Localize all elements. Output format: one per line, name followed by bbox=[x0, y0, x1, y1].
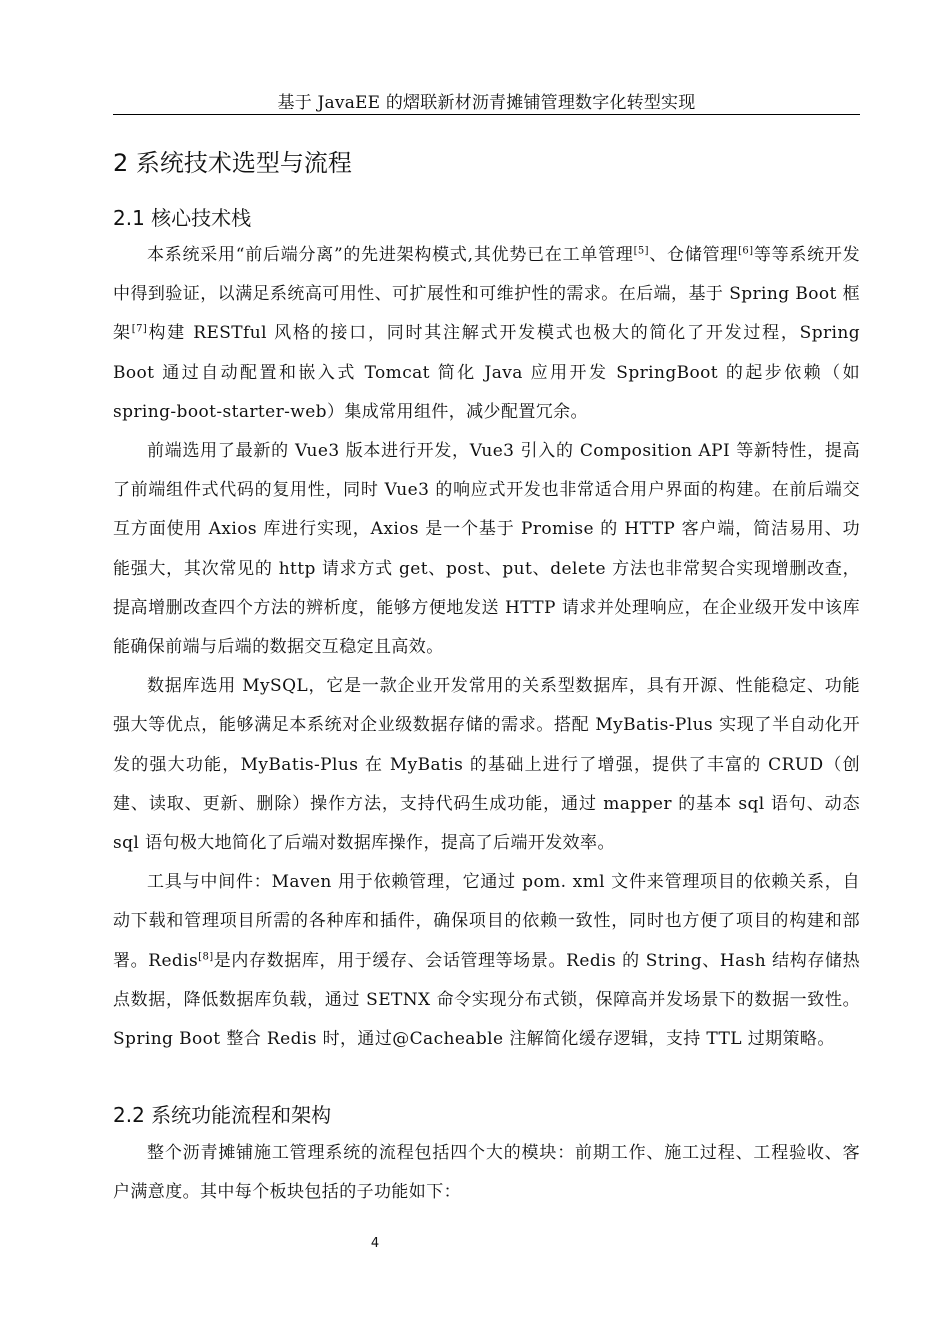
paragraph-architecture-part-c: 等等系统开发中得到验证，以满足系统高可用性、可扩展性和可维护性的需求。在后端，基于 Spring Boot 框架 bbox=[113, 245, 860, 344]
section-title-2-1: 2.1 核心技术栈 bbox=[113, 206, 252, 230]
paragraph-tools-part-b: 是内存数据库，用于缓存、会话管理等场景。Redis 的 String、Hash 结构存储热点数据，降低数据库负载，通过 SETNX 命令实现分布式锁，保障高并发场景下的数据一致性。Spring Boot 整合 Redis 时，通过@Cacheable 注解简化缓存逻辑，支持 TTL 过期策略。 bbox=[113, 950, 860, 1050]
paragraph-database: 数据库选用 MySQL，它是一款企业开发常用的关系型数据库，具有开源、性能稳定、功能强大等优点，能够满足本系统对企业级数据存储的需求。搭配 MyBatis-Plus 实现了半自动化开发的强大功能，MyBatis-Plus 在 MyBatis 的基础上进行了增强，提供了丰富的 CRUD（创建、读取、更新、删除）操作方法，支持代码生成功能，通过 mapper 的基本 sql 语句、动态 sql 语句极大地简化了后端对数据库操作，提高了后端开发效率。 bbox=[113, 676, 860, 854]
section-title-2-2: 2.2 系统功能流程和架构 bbox=[113, 1103, 332, 1127]
paragraph-tools-part-a: 工具与中间件：Maven 用于依赖管理，它通过 pom. xml 文件来管理项目的依赖关系，自动下载和管理项目所需的各种库和插件，确保项目的依赖一致性，同时也方便了项目的构建和部署。Redis bbox=[113, 872, 860, 971]
paragraph-architecture-part-a: 本系统采用“前后端分离”的先进架构模式,其优势已在工单管理 bbox=[147, 245, 634, 265]
citation-5: [5] bbox=[633, 245, 649, 257]
paragraph-frontend: 前端选用了最新的 Vue3 版本进行开发，Vue3 引入的 Composition API 等新特性，提高了前端组件式代码的复用性，同时 Vue3 的响应式开发也非常适合用户界面的构建。在前后端交互方面使用 Axios 库进行实现，Axios 是一个基于 Promise 的 HTTP 客户端，简洁易用、功能强大，其次常见的 http 请求方式 get、post、put、delete 方法也非常契合实现增删改查，提高增删改查四个方法的辨析度，能够方便地发送 HTTP 请求并处理响应，在企业级开发中该库能确保前端与后端的数据交互稳定且高效。 bbox=[113, 441, 860, 658]
section-2-2-body bbox=[113, 1134, 860, 1212]
citation-6: [6] bbox=[738, 245, 754, 257]
page-number: 4 bbox=[370, 1236, 380, 1251]
running-header: 基于 JavaEE 的熠联新材沥青摊铺管理数字化转型实现 bbox=[277, 93, 696, 113]
paragraph-tools-middleware bbox=[113, 863, 860, 1059]
section-2-1-body bbox=[113, 236, 860, 1059]
chapter-title: 2 系统技术选型与流程 bbox=[113, 149, 352, 177]
paragraph-system-flow: 整个沥青摊铺施工管理系统的流程包括四个大的模块：前期工作、施工过程、工程验收、客户满意度。其中每个板块包括的子功能如下： bbox=[113, 1143, 860, 1203]
header-divider bbox=[113, 114, 860, 115]
paragraph-architecture bbox=[113, 236, 860, 432]
paragraph-architecture-part-d: 构建 RESTful 风格的接口，同时其注解式开发模式也极大的简化了开发过程，Spring Boot 通过自动配置和嵌入式 Tomcat 简化 Java 应用开发 SpringBoot 的起步依赖（如 spring-boot-starter-web）集成常用组件，减少配置冗余。 bbox=[113, 323, 860, 422]
paragraph-architecture-part-b: 、仓储管理 bbox=[648, 245, 739, 265]
citation-8: [8] bbox=[198, 951, 214, 962]
citation-7: [7] bbox=[131, 323, 148, 335]
